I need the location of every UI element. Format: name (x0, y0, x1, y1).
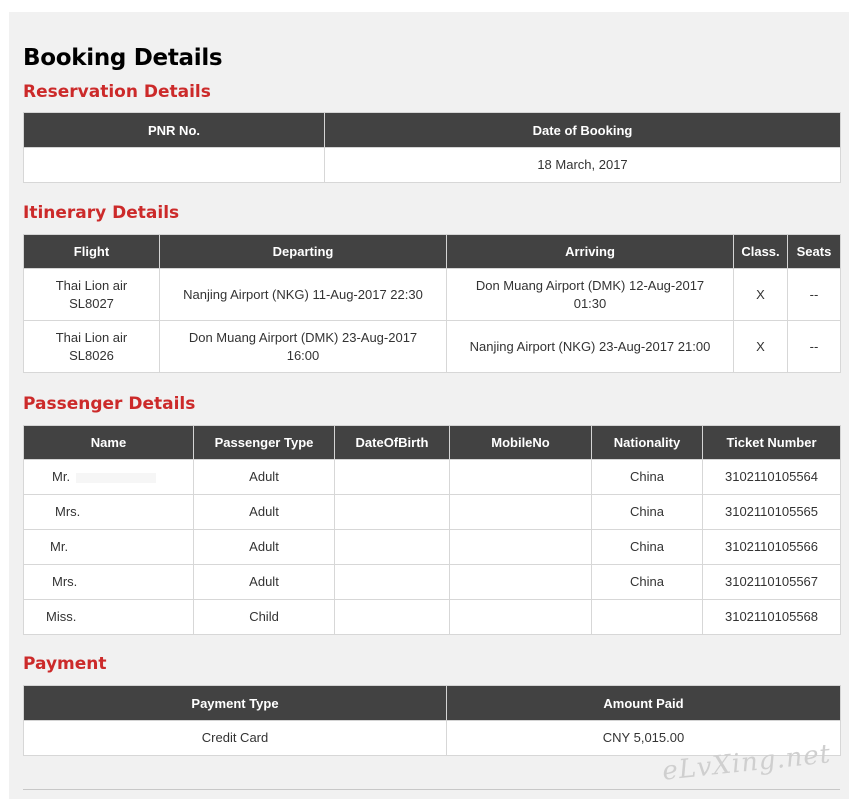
table-row (24, 530, 841, 565)
column-header-departing: Departing (160, 235, 447, 269)
passenger-name (24, 460, 194, 495)
passenger-nationality: China (592, 495, 703, 530)
arriving-cell: Don Muang Airport (DMK) 12-Aug-2017 01:30 (447, 269, 734, 321)
bottom-divider (23, 789, 840, 790)
watermark-text: eLvXing.net (660, 739, 833, 787)
passenger-dob (335, 530, 450, 565)
passenger-type: Adult (194, 530, 335, 565)
column-header-seats: Seats (788, 235, 841, 269)
passenger-nationality: China (592, 565, 703, 600)
passenger-type: Adult (194, 460, 335, 495)
passenger-title: Mr. (50, 539, 69, 554)
page-title: Booking Details (23, 45, 223, 71)
passenger-mobile (450, 530, 592, 565)
table-header-row (24, 686, 841, 721)
column-header-date-of-booking: Date of Booking (325, 113, 841, 148)
table-header-row (24, 235, 841, 269)
passenger-mobile (450, 495, 592, 530)
payment-type-value: Credit Card (24, 721, 447, 756)
booking-date-value: 18 March, 2017 (325, 148, 841, 183)
table-header-row (24, 426, 841, 460)
column-header-amount-paid: Amount Paid (447, 686, 841, 721)
ticket-number: 3102110105567 (703, 565, 841, 600)
column-header-ticket-number: Ticket Number (703, 426, 841, 460)
seats-cell: -- (788, 321, 841, 373)
column-header-class: Class. (734, 235, 788, 269)
itinerary-table (23, 234, 841, 373)
seats-cell: -- (788, 269, 841, 321)
column-header-nationality: Nationality (592, 426, 703, 460)
redacted-name (76, 473, 156, 483)
passenger-name (24, 600, 194, 635)
table-row (24, 148, 841, 183)
passenger-mobile (450, 600, 592, 635)
passenger-nationality: China (592, 460, 703, 495)
passenger-mobile (450, 565, 592, 600)
passenger-nationality (592, 600, 703, 635)
column-header-name: Name (24, 426, 194, 460)
passenger-name (24, 565, 194, 600)
passenger-name (24, 495, 194, 530)
reservation-heading: Reservation Details (23, 82, 211, 102)
ticket-number: 3102110105565 (703, 495, 841, 530)
column-header-pnr: PNR No. (24, 113, 325, 148)
passenger-nationality: China (592, 530, 703, 565)
column-header-arriving: Arriving (447, 235, 734, 269)
flight-cell (24, 269, 160, 321)
passenger-title: Mr. (52, 469, 71, 484)
departing-cell: Nanjing Airport (NKG) 11-Aug-2017 22:30 (160, 269, 447, 321)
ticket-number: 3102110105564 (703, 460, 841, 495)
payment-heading: Payment (23, 654, 107, 674)
column-header-flight: Flight (24, 235, 160, 269)
passenger-type: Adult (194, 565, 335, 600)
flight-cell (24, 321, 160, 373)
itinerary-heading: Itinerary Details (23, 203, 180, 223)
passenger-name (24, 530, 194, 565)
passenger-dob (335, 495, 450, 530)
table-row (24, 269, 841, 321)
flight-number: SL8026 (69, 347, 114, 363)
column-header-payment-type: Payment Type (24, 686, 447, 721)
passenger-dob (335, 600, 450, 635)
departing-cell: Don Muang Airport (DMK) 23-Aug-2017 16:00 (160, 321, 447, 373)
table-row (24, 321, 841, 373)
column-header-passenger-type: Passenger Type (194, 426, 335, 460)
flight-number: SL8027 (69, 295, 114, 311)
passenger-heading: Passenger Details (23, 394, 196, 414)
airline-name: Thai Lion air (55, 277, 128, 293)
class-cell: X (734, 269, 788, 321)
ticket-number: 3102110105566 (703, 530, 841, 565)
passenger-dob (335, 565, 450, 600)
booking-panel (9, 12, 849, 799)
table-row (24, 495, 841, 530)
payment-table (23, 685, 841, 756)
passenger-title: Mrs. (52, 574, 78, 589)
column-header-mobile-no: MobileNo (450, 426, 592, 460)
arriving-cell: Nanjing Airport (NKG) 23-Aug-2017 21:00 (447, 321, 734, 373)
table-row (24, 600, 841, 635)
passenger-type: Adult (194, 495, 335, 530)
table-header-row (24, 113, 841, 148)
passenger-title: Mrs. (55, 504, 81, 519)
pnr-value (24, 148, 325, 183)
class-cell: X (734, 321, 788, 373)
passenger-mobile (450, 460, 592, 495)
column-header-date-of-birth: DateOfBirth (335, 426, 450, 460)
passenger-type: Child (194, 600, 335, 635)
reservation-table (23, 112, 841, 183)
amount-paid-value: CNY 5,015.00 (447, 721, 841, 756)
table-row (24, 565, 841, 600)
ticket-number: 3102110105568 (703, 600, 841, 635)
airline-name: Thai Lion air (55, 329, 128, 345)
passenger-table (23, 425, 841, 635)
table-row (24, 460, 841, 495)
passenger-dob (335, 460, 450, 495)
passenger-title: Miss. (46, 609, 77, 624)
